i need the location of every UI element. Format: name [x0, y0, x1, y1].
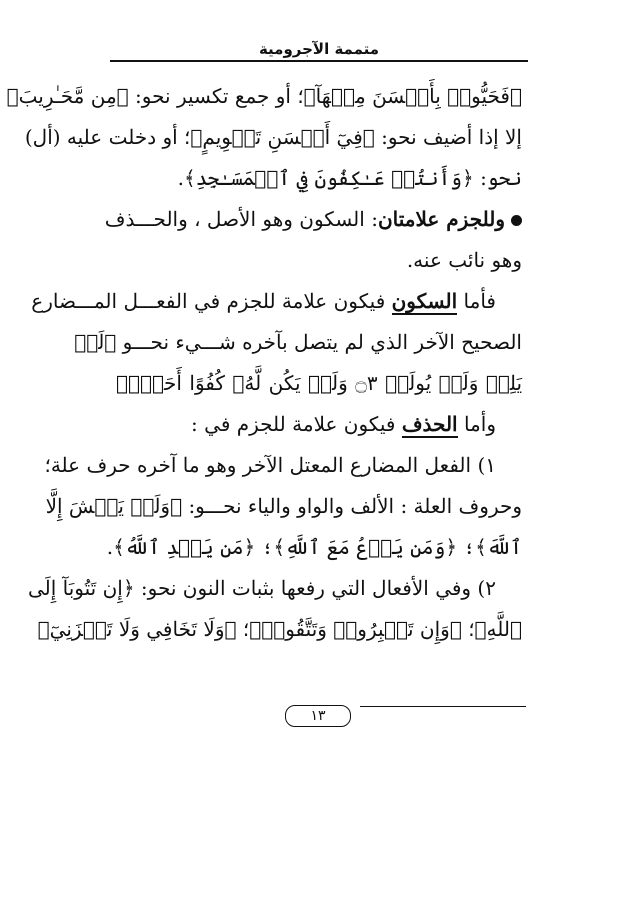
text-line [31, 281, 522, 322]
text-line [116, 404, 522, 445]
text-line: الصحيح الآخر الذي لم يتصل بآخره شـــيء نحـــو ﴿لَمۡ [74, 330, 522, 354]
page-number: ١٣ [285, 705, 351, 727]
text-line: وحروف العلة : الألف والواو والياء نحـــو: ﴿وَلَمۡ يَخۡشَ إِلَّا [45, 494, 522, 518]
body-text [6, 76, 523, 650]
text-run: وأما [457, 412, 496, 436]
header-rule [110, 60, 528, 62]
text-run: فيكون علامة للجزم في : [191, 412, 402, 436]
footnote-rule [360, 706, 526, 707]
text-line: ٢) وفي الأفعال التي رفعها بثبات النون نحو: ﴿إِن تَتُوبَآ إِلَى [27, 576, 496, 600]
text-line: ١) الفعل المضارع المعتل الآخر وهو ما آخره حرف علة؛ [44, 453, 496, 477]
text-line: ﴿فَحَيُّوا۟ بِأَحۡسَنَ مِنۡهَآ﴾؛ أو جمع تكسير نحو: ﴿مِن مَّحَـٰرِيبَ﴾ [6, 84, 522, 108]
running-header: متممة الآجرومية [258, 40, 380, 58]
text-line: نحو: ﴿وَأَنتُمۡ عَـٰكِفُونَ فِي ٱلۡمَسَـٰجِدِ﴾. [177, 166, 522, 190]
text-line: إلا إذا أضيف نحو: ﴿فِيٓ أَحۡسَنِ تَقۡوِيمٍ﴾؛ أو دخلت عليه (أل) [24, 125, 522, 149]
key-term: الحذف [401, 412, 458, 436]
bullet-icon [511, 215, 522, 226]
text-run: : السكون وهو الأصل ، والحـــذف [104, 207, 378, 231]
text-line: ٱللَّهَ﴾؛ ﴿وَمَن يَدۡعُ مَعَ ٱللَّهِ﴾؛ ﴿مَن يَهۡدِ ٱللَّهُ﴾. [106, 535, 522, 559]
text-run: فأما [457, 289, 496, 313]
key-term: السكون [391, 289, 458, 313]
text-line: يَلِدۡ وَلَمۡ يُولَدۡ ۝٣ وَلَمۡ يَكُن لَّهُۥ كُفُوًا أَحَدُۢ﴾ [116, 371, 523, 395]
text-line: وهو نائب عنه. [406, 248, 522, 272]
heading-term: وللجزم علامتان [377, 207, 505, 231]
text-run: فيكون علامة للجزم في الفعـــل المـــضارع [31, 289, 392, 313]
text-line: ٱللَّهِ﴾؛ ﴿وَإِن تَصۡبِرُوا۟ وَتَتَّقُوا۟﴾؛ ﴿وَلَا تَخَافِي وَلَا تَحۡزَنِيٓ﴾ [37, 617, 522, 641]
text-line [104, 199, 522, 240]
